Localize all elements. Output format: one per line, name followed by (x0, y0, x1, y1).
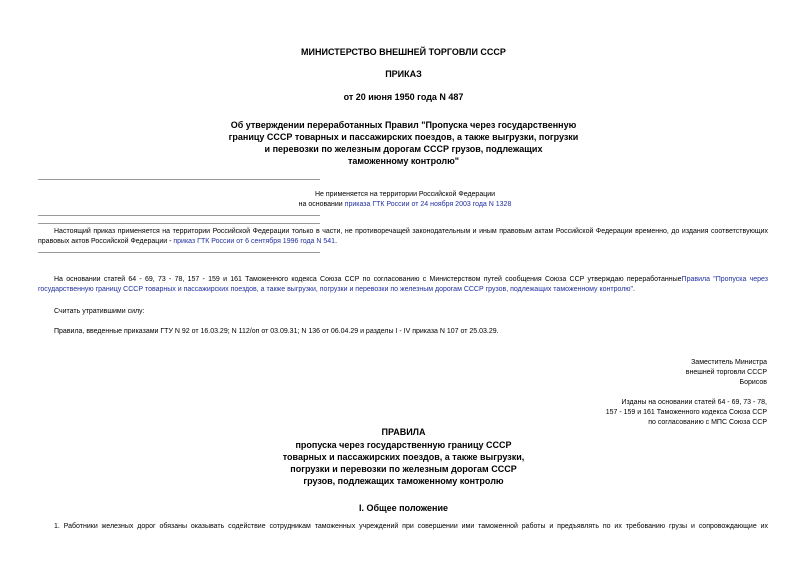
rules-title: ПРАВИЛА (381, 427, 426, 437)
title-line: Об утверждении переработанных Правил "Пропуска через государственную (230, 120, 577, 130)
body-suffix: . (633, 286, 635, 293)
signature-line: Заместитель Министра (691, 359, 767, 366)
not-applied-notice (200, 190, 610, 210)
divider (38, 223, 320, 224)
notice-suffix: . (335, 238, 338, 245)
signature-line: Борисов (739, 379, 767, 386)
doc-type-heading: ПРИКАЗ (385, 69, 422, 79)
rules-link[interactable]: Правила "Пропуска через государственную границу СССР товарных и пассажирских поездов, а также выгрузки, погрузки и перевозки по железным дорогам СССР грузов, подлежащих таможенному контролю" (38, 276, 768, 293)
notice-text: Настоящий приказ применяется на территории Российской Федерации только в части, не противоречащей законодательным и иным правовым актам Российской Федерации временно, до издания соответствующих правовых актов Российской Федерации - (38, 228, 768, 245)
notice-line (200, 200, 610, 210)
issued-line: по согласованию с МПС Союза ССР (648, 419, 767, 426)
rules-subtitle-line: пропуска через государственную границу СССР (295, 440, 512, 450)
repealed-intro: Считать утратившими силу: (54, 308, 145, 315)
notice-line: Не применяется на территории Российской Федерации (314, 191, 496, 198)
gtk-1996-order-link[interactable]: приказ ГТК России от 6 сентября 1996 года N 541 (173, 238, 336, 245)
ministry-heading: МИНИСТЕРСТВО ВНЕШНЕЙ ТОРГОВЛИ СССР (301, 47, 506, 57)
issued-basis-block (606, 398, 767, 428)
repealed-list: Правила, введенные приказами ГТУ N 92 от 16.03.29; N 112/оп от 03.09.31; N 136 от 06.04.29 и разделы I - IV приказа N 107 от 25.03.29. (54, 328, 499, 335)
section-paragraph: 1. Работники железных дорог обязаны оказывать содействие сотрудникам таможенных учреждений при совершении ими таможенной работы и предъявлять по их требованию грузы и сопровождающие их (54, 523, 768, 530)
signature-block (686, 358, 767, 388)
divider (38, 252, 320, 253)
section-heading: I. Общее положение (358, 503, 449, 513)
divider (38, 179, 320, 180)
title-line: границу СССР товарных и пассажирских поездов, а также выгрузки, погрузки (228, 132, 579, 142)
rules-subtitle (0, 439, 807, 487)
rules-subtitle-line: товарных и пассажирских поездов, а также выгрузки, (282, 452, 525, 462)
title-line: таможенному контролю" (347, 156, 460, 166)
document-title (0, 119, 807, 167)
rules-subtitle-line: грузов, подлежащих таможенному контролю (303, 476, 504, 486)
applicability-notice (38, 227, 768, 247)
signature-line: внешней торговли СССР (685, 369, 767, 376)
rules-subtitle-line: погрузки и перевозки по железным дорогам СССР (290, 464, 517, 474)
notice-prefix: на основании (298, 201, 345, 208)
date-number: от 20 июня 1950 года N 487 (343, 92, 464, 102)
body-text: На основании статей 64 - 69, 73 - 78, 157 - 159 и 161 Таможенного кодекса Союза ССР по согласованию с Министерством путей сообщения Союза ССР утверждаю переработанные (54, 276, 682, 283)
divider (38, 215, 320, 216)
body-paragraph (38, 275, 768, 295)
issued-line: 157 - 159 и 161 Таможенного кодекса Союза ССР (605, 409, 767, 416)
issued-line: Изданы на основании статей 64 - 69, 73 - 78, (621, 399, 767, 406)
title-line: и перевозки по железным дорогам СССР грузов, подлежащих (264, 144, 543, 154)
gtk-2003-order-link[interactable]: приказа ГТК России от 24 ноября 2003 года N 1328 (344, 201, 512, 208)
